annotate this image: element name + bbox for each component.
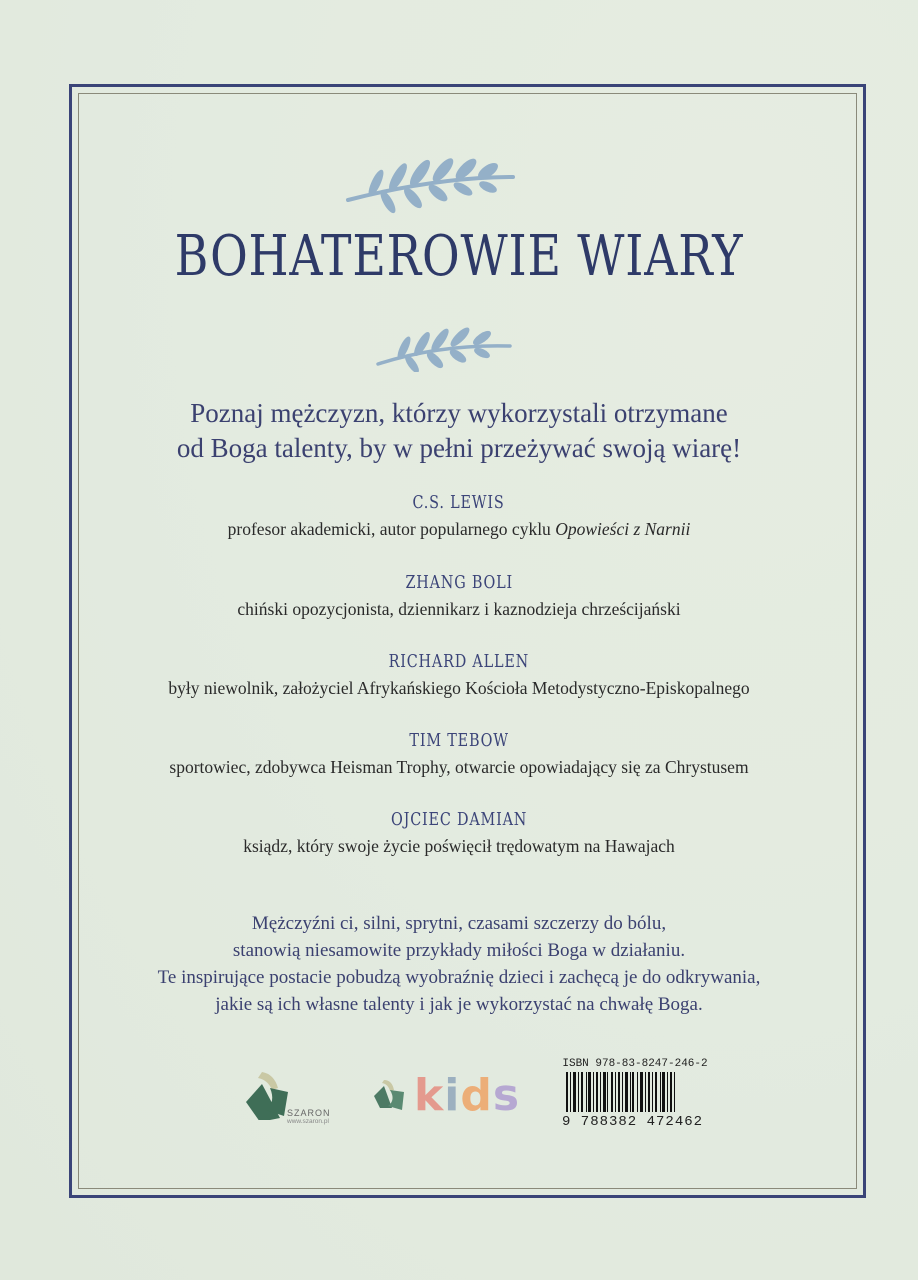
kids-logo-icon — [372, 1078, 408, 1114]
intro-text — [0, 396, 918, 466]
person-entry — [0, 572, 918, 620]
outro-line: jakie są ich własne talenty i jak je wykorzystać na chwałę Boga. — [215, 994, 703, 1015]
outro-line: Te inspirujące postacie pobudzą wyobraźnię dzieci i zachęcą je do odkrywania, — [157, 967, 761, 988]
person-description: chiński opozycjonista, dziennikarz i kaznodzieja chrześcijański — [237, 599, 681, 619]
leaf-ornament-top-icon — [238, 155, 578, 215]
leaf-ornament-bottom-icon — [300, 322, 560, 372]
person-name: ZHANG BOLI — [405, 572, 513, 593]
publisher-url: www.szaron.pl — [287, 1118, 329, 1125]
book-title: BOHATEROWIE WIARY — [174, 224, 744, 289]
intro-line-2: od Boga talenty, by w pełni przeżywać swoją wiarę! — [176, 433, 742, 463]
kids-imprint-logo: kids — [414, 1070, 521, 1121]
person-name: RICHARD ALLEN — [388, 651, 530, 672]
publisher-name: SZARON — [287, 1108, 331, 1118]
person-entry — [0, 730, 918, 778]
person-name: TIM TEBOW — [409, 730, 509, 751]
person-name: OJCIEC DAMIAN — [390, 809, 528, 830]
person-entry — [0, 492, 918, 540]
barcode-icon — [560, 1072, 710, 1112]
outro-line: Mężczyźni ci, silni, sprytni, czasami szczerzy do bólu, — [251, 913, 667, 934]
intro-line-1: Poznaj mężczyzn, którzy wykorzystali otrzymane — [190, 398, 728, 428]
person-entry — [0, 651, 918, 699]
isbn-digits: 9 788382 472462 — [562, 1114, 704, 1130]
person-description: profesor akademicki, autor popularnego cyklu Opowieści z Narnii — [227, 519, 691, 539]
isbn-barcode — [560, 1058, 710, 1130]
outro-line: stanowią niesamowite przykłady miłości Boga w działaniu. — [232, 940, 686, 961]
isbn-label: ISBN 978-83-8247-246-2 — [562, 1058, 708, 1070]
person-name: C.S. LEWIS — [412, 492, 506, 513]
person-description: były niewolnik, założyciel Afrykańskiego Kościoła Metodystyczno-Episkopalnego — [168, 678, 750, 698]
person-entry — [0, 809, 918, 857]
person-description: ksiądz, który swoje życie poświęcił trędowatym na Hawajach — [243, 836, 675, 856]
outro-text — [0, 910, 918, 1018]
person-description: sportowiec, zdobywca Heisman Trophy, otwarcie opowiadający się za Chrystusem — [169, 757, 749, 777]
